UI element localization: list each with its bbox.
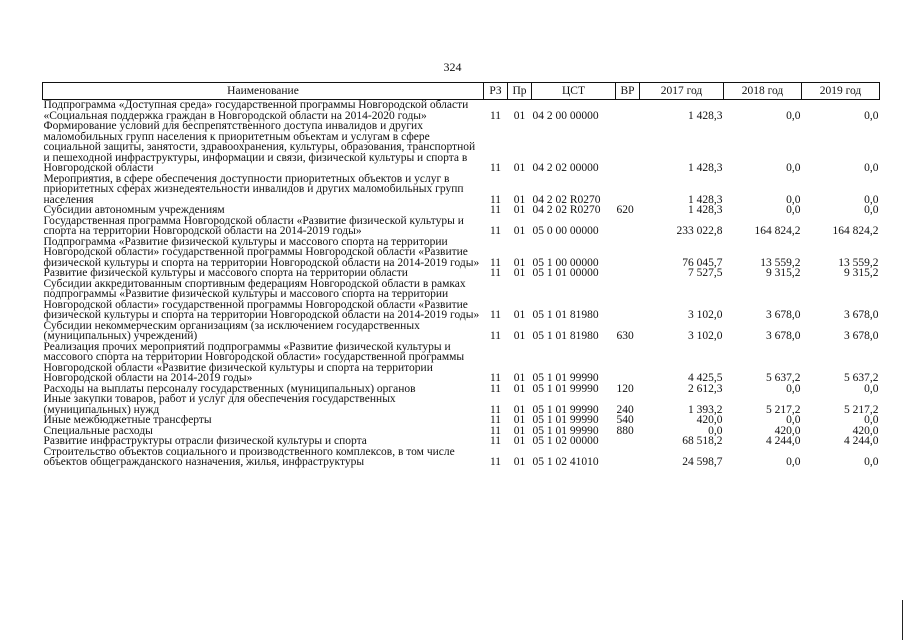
cell-y2017: 1 428,3 [688, 162, 723, 174]
cell-name: Строительство объектов социального и производственного комплексов, в том числе объектов общегражданского назначения, жилья, инфраструктуры [43, 445, 455, 468]
cell-y2017: 4 425,5 [688, 372, 723, 384]
cell-vr [616, 268, 640, 279]
cell-y2019: 0,0 [864, 109, 879, 122]
header-2018: 2018 год [724, 83, 802, 100]
cell-vr [616, 279, 640, 321]
cell-y2018: 3 678,0 [766, 309, 801, 321]
cell-y2017: 7 527,5 [688, 267, 723, 279]
header-2017: 2017 год [640, 83, 724, 100]
table-row [43, 447, 880, 468]
cell-vr: 540 [616, 414, 634, 426]
cell-name: Государственная программа Новгородской области «Развитие физической культуры и спорта на территории Новгородской области на 2014-2019 годы» [43, 214, 464, 237]
cell-pr: 01 [513, 204, 526, 216]
table-row [43, 205, 880, 216]
cell-name: Мероприятия, в сфере обеспечения доступности приоритетных объектов и услуг в приоритетных сферах жизнедеятельности инвалидов и других маломобильных групп населения [43, 172, 464, 206]
cell-cst: 04 2 02 R0270 [532, 193, 601, 206]
cell-cst: 04 2 02 00000 [532, 162, 599, 174]
cell-cst: 04 2 02 R0270 [532, 204, 601, 216]
cell-y2017: 76 045,7 [682, 256, 723, 269]
cell-y2019: 0,0 [864, 456, 879, 468]
cell-y2018: 4 244,0 [766, 435, 801, 447]
cell-y2018: 3 678,0 [766, 330, 801, 342]
cell-vr [616, 121, 640, 174]
cell-pr: 01 [513, 267, 526, 279]
cell-y2019: 9 315,2 [844, 267, 879, 279]
cell-cst: 05 1 02 00000 [532, 435, 599, 447]
cell-name: Развитие инфраструктуры отрасли физической культуры и спорта [43, 435, 367, 447]
cell-cst: 05 1 01 99990 [532, 382, 599, 395]
cell-pr: 01 [513, 162, 526, 174]
cell-rz: 11 [489, 309, 502, 321]
cell-vr [616, 342, 640, 384]
cell-rz: 11 [489, 256, 502, 269]
cell-cst: 04 2 00 00000 [532, 109, 599, 122]
cell-vr [616, 447, 640, 468]
table-row [43, 216, 880, 237]
table-row [43, 100, 880, 122]
cell-pr: 01 [513, 435, 526, 447]
table-row [43, 342, 880, 384]
page-number: 324 [443, 60, 462, 74]
cell-y2018: 9 315,2 [766, 267, 801, 279]
cell-vr: 120 [616, 382, 634, 395]
cell-y2017: 0,0 [708, 424, 723, 437]
cell-cst: 05 1 01 81980 [532, 309, 599, 321]
cell-y2017: 233 022,8 [676, 225, 723, 237]
cell-y2019: 3 678,0 [844, 330, 879, 342]
cell-cst: 05 1 01 99990 [532, 424, 599, 437]
cell-name: Подпрограмма «Развитие физической культуры и массового спорта на территории Новгородской области» государственной программы Новгородской области «Развитие физической культуры и спорта на территории Новгородской области на 2014-2019 годы» [43, 235, 480, 269]
cell-pr: 01 [513, 456, 526, 468]
cell-rz: 11 [489, 267, 502, 279]
cell-y2017: 1 428,3 [688, 193, 723, 206]
cell-name: Субсидии автономным учреждениям [43, 204, 225, 216]
cell-pr: 01 [513, 309, 526, 321]
table-row [43, 237, 880, 269]
table-row [43, 321, 880, 342]
cell-vr: 240 [616, 403, 634, 416]
cell-y2018: 0,0 [786, 193, 801, 206]
cell-vr [616, 436, 640, 447]
cell-y2019: 5 217,2 [844, 403, 879, 416]
cell-y2018: 0,0 [786, 382, 801, 395]
header-cst: ЦСТ [532, 83, 616, 100]
cell-y2018: 13 559,2 [760, 256, 801, 269]
cell-y2019: 4 244,0 [844, 435, 879, 447]
cell-y2018: 0,0 [786, 456, 801, 468]
cell-name: Иные закупки товаров, работ и услуг для обеспечения государственных (муниципальных) нужд [43, 393, 396, 416]
cell-rz: 11 [489, 372, 502, 384]
cell-y2017: 1 393,2 [688, 403, 723, 416]
cell-y2017: 420,0 [696, 414, 723, 426]
cell-vr: 630 [616, 330, 634, 342]
cell-y2017: 68 518,2 [682, 435, 723, 447]
cell-rz: 11 [489, 435, 502, 447]
table-row [43, 279, 880, 321]
cell-rz: 11 [489, 330, 502, 342]
page-edge-line [902, 600, 903, 640]
cell-y2019: 13 559,2 [838, 256, 879, 269]
cell-vr: 620 [616, 204, 634, 216]
cell-y2018: 0,0 [786, 109, 801, 122]
header-rz: РЗ [484, 83, 508, 100]
cell-cst: 05 1 01 99990 [532, 403, 599, 416]
cell-name: Субсидии аккредитованным спортивным федерациям Новгородской области в рамках подпрограммы «Развитие физической культуры и массового спорта на территории Новгородской области» государственной программы Новгородской области «Развитие физической культуры и спорта на территории Новгородской области на 2014-2019 годы» [43, 277, 480, 321]
cell-name: Иные межбюджетные трансферты [43, 414, 212, 426]
cell-name: Расходы на выплаты персоналу государственных (муниципальных) органов [43, 382, 416, 395]
cell-vr: 880 [616, 424, 634, 437]
cell-y2017: 3 102,0 [688, 309, 723, 321]
cell-y2017: 2 612,3 [688, 382, 723, 395]
cell-cst: 05 1 01 81980 [532, 330, 599, 342]
cell-pr: 01 [513, 256, 526, 269]
cell-cst: 05 1 01 99990 [532, 414, 599, 426]
header-2019: 2019 год [802, 83, 880, 100]
cell-pr: 01 [513, 109, 526, 122]
cell-y2019: 420,0 [852, 424, 879, 437]
cell-y2018: 5 217,2 [766, 403, 801, 416]
table-row [43, 415, 880, 426]
cell-y2019: 0,0 [864, 162, 879, 174]
cell-cst: 05 1 00 00000 [532, 256, 599, 269]
cell-y2018: 420,0 [774, 424, 801, 437]
cell-pr: 01 [513, 414, 526, 426]
cell-name: Реализация прочих мероприятий подпрограммы «Развитие физической культуры и массового спорта на территории Новгородской области» государственной программы Новгородской области «Развитие физической культуры и спорта на территории Новгородской области на 2014-2019 годы» [43, 340, 465, 384]
cell-y2018: 0,0 [786, 162, 801, 174]
cell-pr: 01 [513, 330, 526, 342]
cell-y2019: 0,0 [864, 382, 879, 395]
table-row [43, 121, 880, 174]
cell-y2019: 0,0 [864, 193, 879, 206]
table-row [43, 394, 880, 415]
cell-cst: 05 1 02 41010 [532, 456, 599, 468]
cell-y2017: 3 102,0 [688, 330, 723, 342]
cell-name: Подпрограмма «Доступная среда» государственной программы Новгородской области «Социальная поддержка граждан в Новгородской области на 2014-2020 годы» [43, 99, 469, 122]
cell-name: Развитие физической культуры и массового спорта на территории области [43, 267, 408, 279]
cell-pr: 01 [513, 372, 526, 384]
cell-vr [616, 100, 640, 122]
table-row [43, 268, 880, 279]
cell-y2019: 0,0 [864, 204, 879, 216]
cell-y2019: 164 824,2 [832, 225, 879, 237]
cell-name: Формирование условий для беспрепятственного доступа инвалидов и других маломобильных групп населения к приоритетным объектам и услугам в сфере социальной защиты, занятости, здравоохранения, культуры, образования, транспортной и пешеходной инфраструктуры, информации и связи, физической культуры и спорта в Новгородской области [43, 120, 476, 174]
cell-cst: 05 1 01 99990 [532, 372, 599, 384]
cell-rz: 11 [489, 424, 502, 437]
cell-y2017: 1 428,3 [688, 109, 723, 122]
cell-y2019: 0,0 [864, 414, 879, 426]
cell-rz: 11 [489, 162, 502, 174]
cell-rz: 11 [489, 193, 502, 206]
cell-cst: 05 1 01 00000 [532, 267, 599, 279]
cell-y2019: 5 637,2 [844, 372, 879, 384]
cell-pr: 01 [513, 424, 526, 437]
cell-y2018: 5 637,2 [766, 372, 801, 384]
cell-rz: 11 [489, 204, 502, 216]
cell-y2019: 3 678,0 [844, 309, 879, 321]
table-row [43, 174, 880, 206]
cell-rz: 11 [489, 403, 502, 416]
cell-rz: 11 [489, 225, 502, 237]
cell-rz: 11 [489, 109, 502, 122]
header-name: Наименование [43, 83, 484, 100]
cell-pr: 01 [513, 193, 526, 206]
cell-vr [616, 174, 640, 206]
cell-rz: 11 [489, 382, 502, 395]
cell-name: Специальные расходы [43, 424, 153, 437]
cell-vr [616, 216, 640, 237]
header-pr: Пр [508, 83, 532, 100]
cell-name: Субсидии некоммерческим организациям (за исключением государственных (муниципальных) учреждений) [43, 319, 420, 342]
cell-y2018: 164 824,2 [754, 225, 801, 237]
cell-pr: 01 [513, 403, 526, 416]
cell-rz: 11 [489, 414, 502, 426]
header-vr: ВР [616, 83, 640, 100]
cell-y2017: 1 428,3 [688, 204, 723, 216]
cell-pr: 01 [513, 225, 526, 237]
cell-y2018: 0,0 [786, 204, 801, 216]
cell-vr [616, 237, 640, 269]
table-header-row [43, 83, 880, 100]
cell-cst: 05 0 00 00000 [532, 225, 599, 237]
cell-y2018: 0,0 [786, 414, 801, 426]
table-row [43, 436, 880, 447]
cell-y2017: 24 598,7 [682, 456, 723, 468]
cell-rz: 11 [489, 456, 502, 468]
budget-table [42, 82, 880, 468]
cell-pr: 01 [513, 382, 526, 395]
